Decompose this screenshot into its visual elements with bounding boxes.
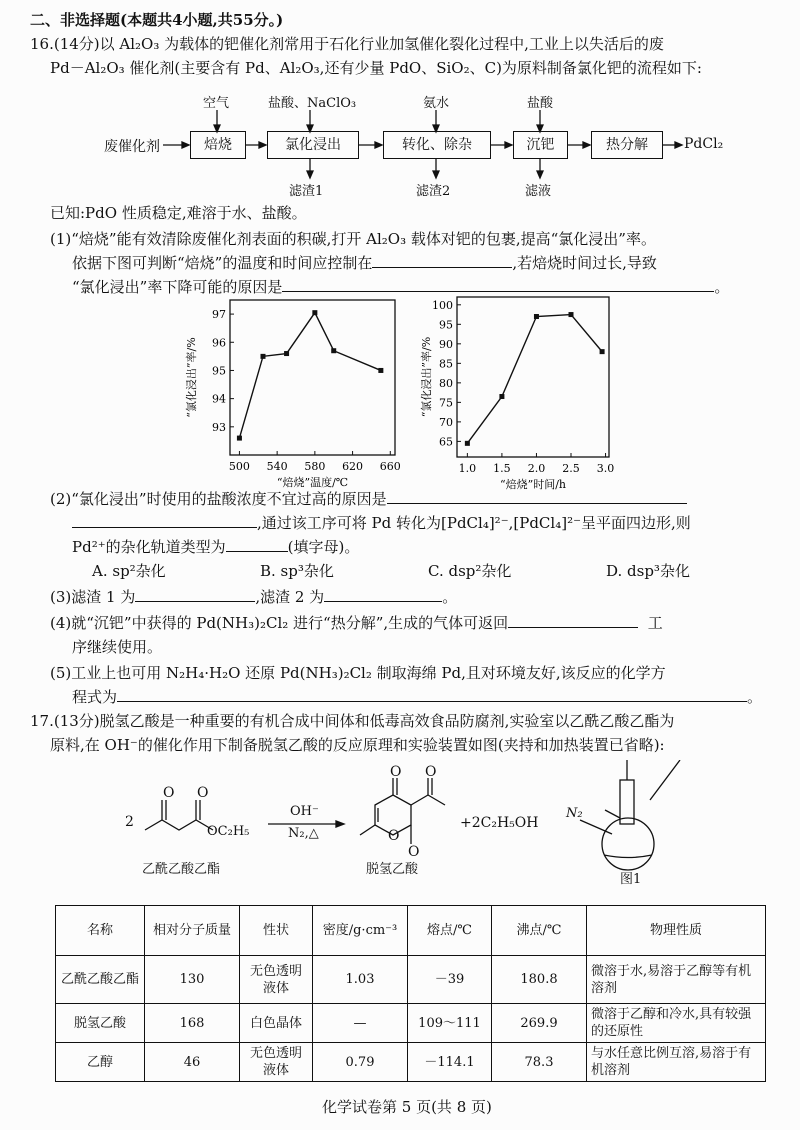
product-name: 脱氢乙酸 <box>366 862 419 877</box>
q16-part5-line1: (5)工业上也可用 N₂H₄·H₂O 还原 Pd(NH₃)₂Cl₂ 制取海绵 Pd,且对环境友好,该反应的化学方 <box>50 664 666 682</box>
x-tick-label: 2.5 <box>562 462 580 475</box>
chart-temperature <box>175 292 415 492</box>
conditions: N₂,△ <box>288 826 319 841</box>
flow-step-precipitation: 沉钯 <box>513 131 568 159</box>
n2-inlet: N₂ <box>566 806 583 821</box>
y-tick-label: 97 <box>212 308 226 322</box>
y-tick-label: 95 <box>212 364 226 378</box>
x-tick-label: 1.0 <box>458 462 477 475</box>
data-point <box>465 441 470 446</box>
series-line <box>467 315 602 444</box>
q16-part2-line2: ,通过该工序可将 Pd 转化为[PdCl₄]²⁻,[PdCl₄]²⁻呈平面四边形,则 <box>72 513 691 533</box>
answer-blank[interactable] <box>324 587 442 602</box>
byproduct: +2C₂H₅OH <box>460 815 539 831</box>
q16-part5-line2: 程式为 。 <box>72 688 763 706</box>
reaction-structures <box>0 760 800 900</box>
y-tick-label: 65 <box>439 435 453 449</box>
answer-blank[interactable] <box>508 613 638 628</box>
data-point <box>312 310 317 315</box>
answer-blank[interactable] <box>117 687 747 702</box>
answer-blank[interactable] <box>387 489 687 504</box>
cell: 78.3 <box>492 1043 587 1082</box>
table-row <box>56 956 766 1004</box>
chart-time <box>420 292 620 492</box>
option-b: B. sp³杂化 <box>260 562 334 580</box>
flow-step-conversion: 转化、除杂 <box>383 131 491 159</box>
header-cell: 密度/g·cm⁻³ <box>313 906 408 956</box>
catalyst: OH⁻ <box>290 804 319 819</box>
answer-blank[interactable] <box>282 277 714 292</box>
flow-arrows <box>0 0 800 200</box>
flow-step-chlorination: 氯化浸出 <box>267 131 359 159</box>
cell: 无色透明液体 <box>240 956 313 1004</box>
y-tick-label: 95 <box>439 318 453 332</box>
y-tick-label: 85 <box>439 357 453 371</box>
series-line <box>239 313 380 438</box>
flow-input-hcl-naclo3: 盐酸、NaClO₃ <box>268 96 357 111</box>
y-tick-label: 90 <box>439 337 453 351</box>
flow-step-decomposition: 热分解 <box>591 131 663 159</box>
y-tick-label: 80 <box>439 376 453 390</box>
y-tick-label: 96 <box>212 336 226 350</box>
cell: 0.79 <box>313 1043 408 1082</box>
flow-output-residue1: 滤渣1 <box>289 184 324 199</box>
answer-blank[interactable] <box>72 513 257 528</box>
x-tick-label: 3.0 <box>596 462 615 475</box>
q16-part1-line3: “氯化浸出”率下降可能的原因是 。 <box>72 278 730 296</box>
y-tick-label: 75 <box>439 396 453 410</box>
x-tick-label: 660 <box>379 460 401 473</box>
flow-output-residue2: 滤渣2 <box>416 184 451 199</box>
svg-text:O: O <box>425 764 437 780</box>
svg-text:O: O <box>408 844 420 860</box>
option-a: A. sp²杂化 <box>92 562 166 580</box>
q17-line1: 17.(13分)脱氢乙酸是一种重要的有机合成中间体和低毒高效食品防腐剂,实验室以乙酰乙酸乙酯为 <box>30 712 675 730</box>
data-point <box>378 368 383 373</box>
answer-blank[interactable] <box>226 537 288 552</box>
q16-part2-line1: (2)“氯化浸出”时使用的盐酸浓度不宜过高的原因是 <box>50 489 687 509</box>
q16-part4-line2: 序继续使用。 <box>72 638 163 656</box>
x-tick-label: 540 <box>266 460 288 473</box>
svg-text:O: O <box>163 785 175 801</box>
x-tick-label: 1.5 <box>493 462 511 475</box>
x-tick-label: 620 <box>342 460 364 473</box>
svg-text:O: O <box>390 764 402 780</box>
flow-input-ammonia: 氨水 <box>423 96 450 111</box>
header-cell: 相对分子质量 <box>145 906 240 956</box>
header-cell: 熔点/℃ <box>408 906 492 956</box>
cell: －39 <box>408 956 492 1004</box>
q16-part3: (3)滤渣 1 为 ,滤渣 2 为 。 <box>50 588 458 606</box>
table-row <box>56 1043 766 1082</box>
data-point <box>261 354 266 359</box>
y-tick-label: 93 <box>212 420 226 434</box>
option-d: D. dsp³杂化 <box>606 562 690 580</box>
flow-input-air: 空气 <box>203 96 230 111</box>
data-point <box>331 348 336 353</box>
cell: 微溶于水,易溶于乙醇等有机溶剂 <box>587 956 766 1004</box>
cell: 168 <box>145 1004 240 1043</box>
plot-frame <box>230 300 395 455</box>
flow-end: PdCl₂ <box>684 136 724 152</box>
data-point <box>499 394 504 399</box>
flow-input-hcl: 盐酸 <box>527 96 554 111</box>
x-axis-label: “焙烧”温度/℃ <box>276 476 349 489</box>
x-tick-label: 2.0 <box>527 462 546 475</box>
header-cell: 性状 <box>240 906 313 956</box>
cell: 130 <box>145 956 240 1004</box>
q17-line2: 原料,在 OH⁻的催化作用下制备脱氢乙酸的反应原理和实验装置如图(夹持和加热装置已省略): <box>50 736 665 754</box>
x-tick-label: 500 <box>228 460 250 473</box>
q16-line1: 16.(14分)以 Al₂O₃ 为载体的钯催化剂常用于石化行业加氢催化裂化过程中,工业上以失活后的废 <box>30 35 664 53</box>
x-tick-label: 580 <box>304 460 326 473</box>
known-info: 已知:PdO 性质稳定,难溶于水、盐酸。 <box>50 204 307 222</box>
data-point <box>569 312 574 317</box>
header-cell: 名称 <box>56 906 145 956</box>
cell: 无色透明液体 <box>240 1043 313 1082</box>
flow-start: 废催化剂 <box>104 139 160 155</box>
y-tick-label: 70 <box>439 415 453 429</box>
option-c: C. dsp²杂化 <box>428 562 512 580</box>
cell: 与水任意比例互溶,易溶于有机溶剂 <box>587 1043 766 1082</box>
ethoxy-group: OC₂H₅ <box>207 824 250 839</box>
cell: 白色晶体 <box>240 1004 313 1043</box>
table-header-row <box>56 906 766 956</box>
answer-blank[interactable] <box>372 253 512 268</box>
cell: －114.1 <box>408 1043 492 1082</box>
y-tick-label: 100 <box>432 298 453 312</box>
x-axis-label: “焙烧”时间/h <box>499 478 567 491</box>
data-point <box>237 436 242 441</box>
data-point <box>534 314 539 319</box>
svg-text:O: O <box>388 828 400 844</box>
answer-blank[interactable] <box>135 587 255 602</box>
cell: 乙醇 <box>56 1043 145 1082</box>
header-cell: 沸点/℃ <box>492 906 587 956</box>
cell: 109～111 <box>408 1004 492 1043</box>
cell: 乙酰乙酸乙酯 <box>56 956 145 1004</box>
cell: 脱氢乙酸 <box>56 1004 145 1043</box>
header-cell: 物理性质 <box>587 906 766 956</box>
figure-label: 图1 <box>620 872 642 887</box>
section-title: 二、非选择题(本题共4小题,共55分。) <box>30 11 284 29</box>
q16-part4-line1: (4)就“沉钯”中获得的 Pd(NH₃)₂Cl₂ 进行“热分解”,生成的气体可返回 工 <box>50 614 663 632</box>
coefficient: 2 <box>125 814 134 830</box>
page-footer: 化学试卷第 5 页(共 8 页) <box>322 1098 492 1116</box>
cell: 46 <box>145 1043 240 1082</box>
y-axis-label: “氯化浸出”率/% <box>185 337 198 418</box>
cell: 180.8 <box>492 956 587 1004</box>
q16-part1-line2: 依据下图可判断“焙烧”的温度和时间应控制在 ,若焙烧时间过长,导致 <box>72 254 657 272</box>
cell: 微溶于乙醇和冷水,具有较强的还原性 <box>587 1004 766 1043</box>
data-point <box>600 349 605 354</box>
cell: 269.9 <box>492 1004 587 1043</box>
svg-text:O: O <box>197 785 209 801</box>
data-point <box>284 351 289 356</box>
flow-output-filtrate: 滤液 <box>525 184 552 199</box>
table-row <box>56 1004 766 1043</box>
cell: — <box>313 1004 408 1043</box>
flow-step-roast: 焙烧 <box>190 131 246 159</box>
cell: 1.03 <box>313 956 408 1004</box>
y-axis-label: “氯化浸出”率/% <box>420 336 433 418</box>
q16-part2-line3: Pd²⁺的杂化轨道类型为 (填字母)。 <box>72 538 360 556</box>
q16-part1-line1: (1)“焙烧”能有效清除废催化剂表面的积碳,打开 Al₂O₃ 载体对钯的包裹,提高“氯化浸出”率。 <box>50 230 656 248</box>
y-tick-label: 94 <box>212 392 226 406</box>
properties-table <box>55 905 766 1082</box>
reactant-name: 乙酰乙酸乙酯 <box>142 862 221 877</box>
q16-line2: Pd－Al₂O₃ 催化剂(主要含有 Pd、Al₂O₃,还有少量 PdO、SiO₂、C)为原料制备氯化钯的流程如下: <box>50 59 702 77</box>
plot-frame <box>457 297 609 457</box>
apparatus <box>580 760 680 870</box>
